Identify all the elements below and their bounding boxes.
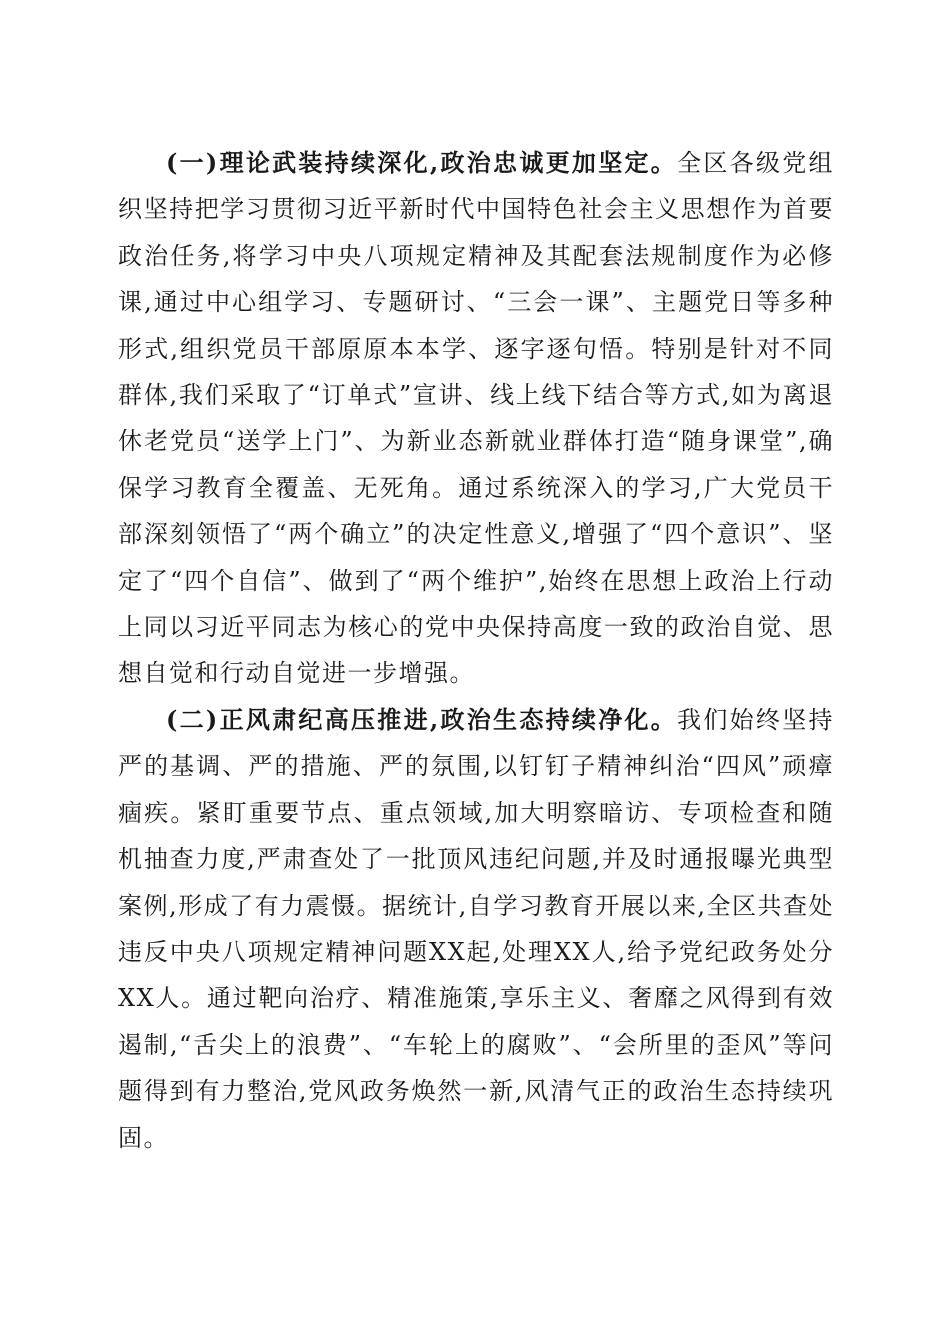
paragraph-2-heading: (二)正风肃纪高压推进,政治生态持续净化。 [166,704,678,734]
paragraph-2-text: 我们始终坚持严的基调、严的措施、严的氛围,以钉钉子精神纠治“四风”顽瘴痼疾。紧盯重要节点、重点领域,加大明察暗访、专项检查和随机抽查力度,严肃查处了一批顶风违纪问题,并及时通报曝光典型案例,形成了有力震慑。据统计,自学习教育开展以来,全区共查处违反中央八项规定精神问题XX起,处理XX人,给予党纪政务处分XX人。通过靶向治疗、精准施策,享乐主义、奢靡之风得到有效遏制,“舌尖上的浪费”、“车轮上的腐败”、“会所里的歪风”等问题得到有力整治,党风政务焕然一新,风清气正的政治生态持续巩固。 [118,705,834,1152]
paragraph-1-text: 全区各级党组织坚持把学习贯彻习近平新时代中国特色社会主义思想作为首要政治任务,将学习中央八项规定精神及其配套法规制度作为必修课,通过中心组学习、专题研讨、“三会一课”、主题党日等多种形式,组织党员干部原原本本学、逐字逐句悟。特别是针对不同群体,我们采取了“订单式”宣讲、线上线下结合等方式,如为离退休老党员“送学上门”、为新业态新就业群体打造“随身课堂”,确保学习教育全覆盖、无死角。通过系统深入的学习,广大党员干部深刻领悟了“两个确立”的决定性意义,增强了“四个意识”、坚定了“四个自信”、做到了“两个维护”,始终在思想上政治上行动上同以习近平同志为核心的党中央保持高度一致的政治自觉、思想自觉和行动自觉进一步增强。 [118,149,834,688]
paragraph-2 [118,697,834,1161]
paragraph-1 [118,140,834,697]
paragraph-1-heading: (一)理论武装持续深化,政治忠诚更加坚定。 [166,148,678,177]
document-body [118,140,834,1161]
